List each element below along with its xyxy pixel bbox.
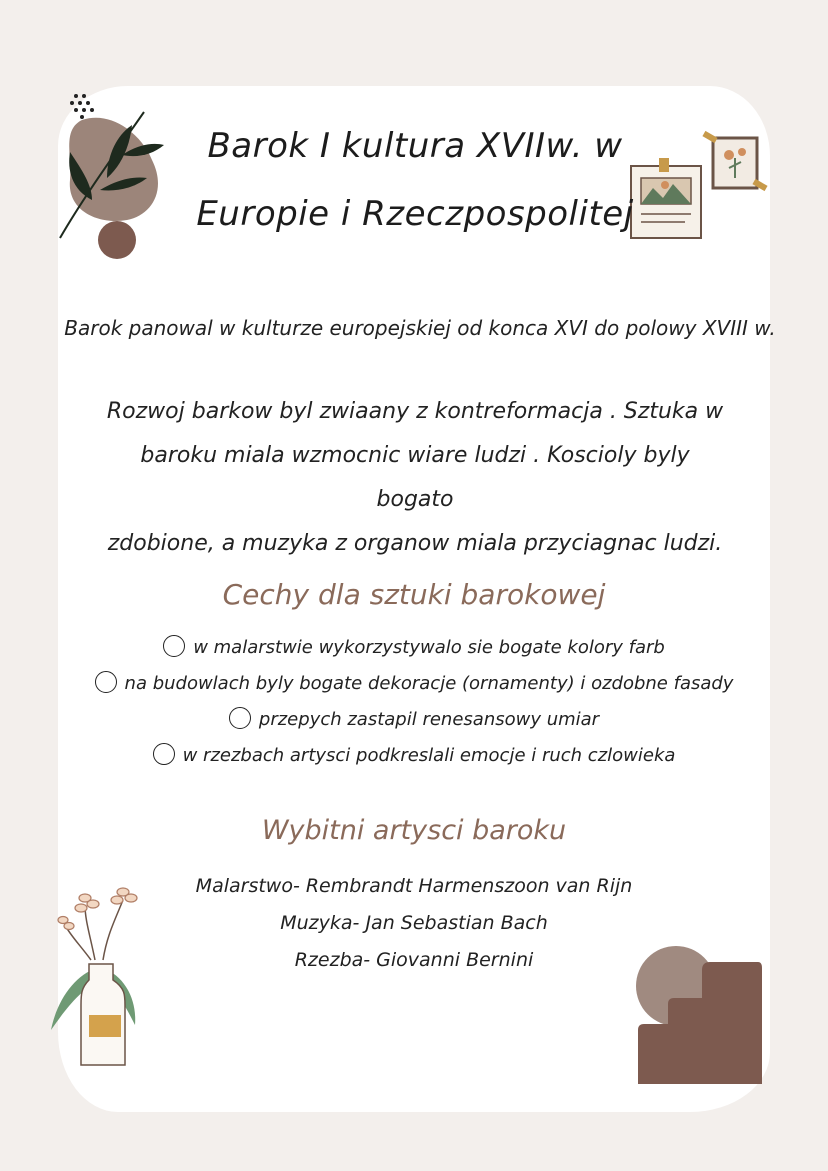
paragraph-line: zdobione, a muzyka z organow miala przyciagnac ludzi.	[107, 531, 723, 556]
list-item	[0, 666, 828, 702]
description-paragraph	[100, 390, 730, 566]
artists-heading: Wybitni artysci baroku	[261, 815, 567, 846]
feature-text: na budowlach byly bogate dekoracje (ornamenty) i ozdobne fasady	[124, 673, 734, 694]
artist-line: Rzezba- Giovanni Bernini	[294, 949, 534, 971]
title-line: Barok I kultura XVIIw. w	[207, 126, 623, 166]
circle-bullet-icon	[229, 707, 251, 729]
intro-text: Barok panowal w kulturze europejskiej od konca XVI do polowy XVIII w.	[64, 316, 776, 340]
paragraph-line: Rozwoj barkow byl zwiaany z kontreformacja . Sztuka w	[106, 399, 724, 424]
feature-text: przepych zastapil renesansowy umiar	[258, 709, 600, 730]
circle-bullet-icon	[95, 671, 117, 693]
list-item	[0, 738, 828, 774]
feature-text: w rzezbach artysci podkreslali emocje i ruch czlowieka	[182, 745, 676, 766]
page-title	[150, 112, 680, 248]
circle-bullet-icon	[163, 635, 185, 657]
title-line: Europie i Rzeczpospolitej	[196, 194, 634, 234]
features-list	[0, 630, 828, 774]
features-heading: Cechy dla sztuki barokowej	[222, 578, 606, 611]
artist-line: Malarstwo- Rembrandt Harmenszoon van Rijn	[195, 875, 633, 897]
list-item	[0, 702, 828, 738]
list-item	[0, 630, 828, 666]
feature-text: w malarstwie wykorzystywalo sie bogate kolory farb	[193, 637, 665, 658]
artists-list	[0, 868, 828, 979]
artist-line: Muzyka- Jan Sebastian Bach	[280, 912, 548, 934]
paragraph-line: baroku miala wzmocnic wiare ludzi . Koscioly byly bogato	[140, 443, 690, 512]
circle-bullet-icon	[153, 743, 175, 765]
